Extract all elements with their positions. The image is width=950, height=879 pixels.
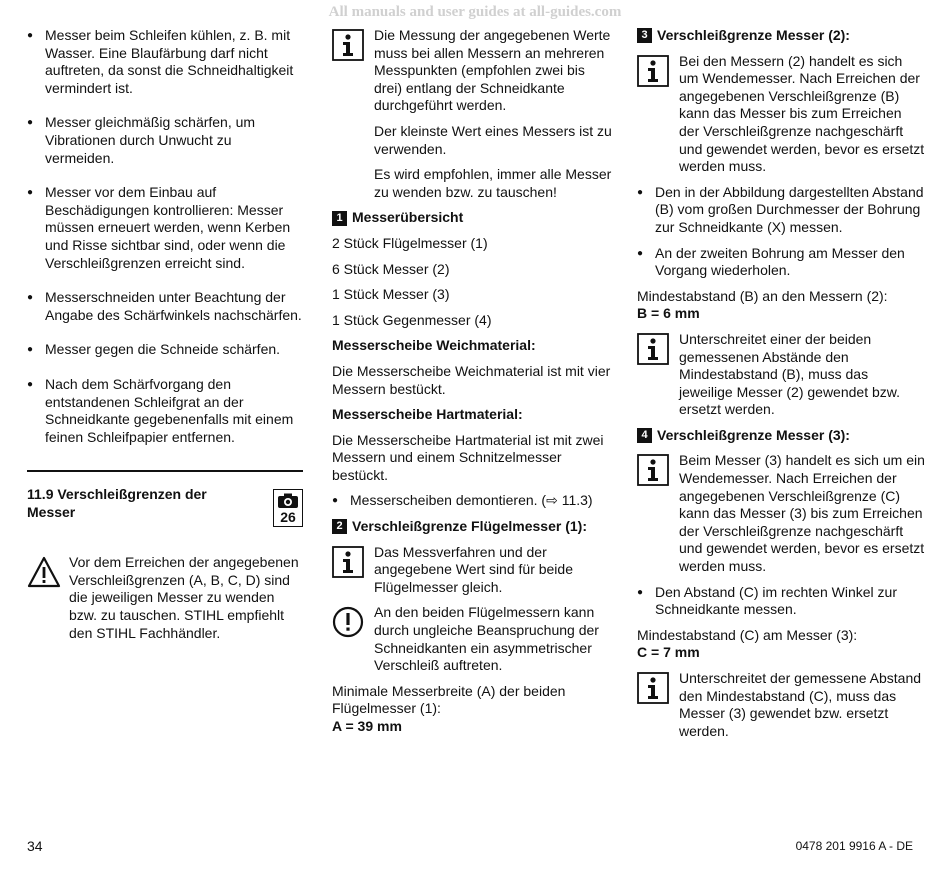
section-header (27, 486, 303, 546)
list-item: 6 Stück Messer (2) (332, 260, 450, 277)
figure-number: 26 (280, 509, 296, 526)
list-item: 2 Stück Flügelmesser (1) (332, 234, 488, 251)
info-note (637, 53, 925, 176)
list-item: ● Den Abstand (C) im rechten Winkel zur Schneidkante messen. (637, 584, 925, 619)
info-text: Es wird empfohlen, immer alle Messer zu wenden bzw. zu tauschen! (374, 166, 612, 200)
heading-text: Verschleißgrenze Messer (3): (657, 426, 850, 443)
list-item: ● Messer beim Schleifen kühlen, z. B. mit Wasser. Eine Blaufärbung darf nicht auftreten, da sonst die Schneidhaltigkeit vermindert ist. (27, 27, 303, 97)
document-id: 0478 201 9916 A - DE (795, 839, 913, 853)
list-item: ● Den in der Abbildung dargestellten Abstand (B) vom großen Durchmesser der Bohrung zur Schneidkante (X) messen. (637, 184, 925, 237)
warning-text: Vor dem Erreichen der angegebenen Verschleißgrenzen (A, B, C, D) sind die jeweiligen Messer zu wenden bzw. zu tauschen. STIHL empfiehlt den STIHL Fachhändler. (69, 554, 299, 641)
step-number-badge: 1 (332, 211, 347, 226)
warning-note (27, 554, 303, 642)
exclamation-circle-icon (332, 606, 364, 638)
info-icon (332, 546, 364, 578)
list-item: ● Messerscheiben demontieren. (⇨ 11.3) (332, 492, 614, 510)
info-text: Unterschreitet der gemessene Abstand den Mindestabstand (C), muss das Messer (3) gewendet bzw. ersetzt werden. (679, 670, 922, 739)
info-text: Bei den Messern (2) handelt es sich um Wendemesser. Nach Erreichen der angegebenen Verschleißgrenze (B) kann das Messer bis zum Erreichen der Verschleißgrenze nachgeschärft und gewendet werden, bevor es ersetzt werden muss. (679, 52, 925, 175)
column-middle (332, 27, 614, 744)
page-number: 34 (27, 838, 43, 854)
caution-text: An den beiden Flügelmessern kann durch ungleiche Beanspruchung der Schneidkanten ein asymmetrischer Verschleiß auftreten. (374, 604, 599, 674)
soft-material-text: Die Messerscheibe Weichmaterial ist mit vier Messern bestückt. (332, 362, 611, 397)
heading-knife2-limit (637, 27, 925, 45)
heading-text: Verschleißgrenze Flügelmesser (1): (352, 518, 587, 535)
info-note (637, 452, 925, 575)
figure-reference (273, 489, 303, 527)
info-icon (637, 454, 669, 486)
info-icon (637, 672, 669, 704)
list-item: ● Messer gegen die Schneide schärfen. (27, 341, 303, 359)
info-text: Das Messverfahren und der angegebene Wert sind für beide Flügelmesser gleich. (374, 543, 573, 595)
list-item: 1 Stück Messer (3) (332, 286, 450, 303)
caution-note (332, 604, 614, 674)
info-text: Unterschreitet einer der beiden gemessenen Abstände den Mindestabstand (B), muss das jeweilige Messer (2) gewendet bzw. ersetzt werden. (679, 330, 900, 418)
info-icon (332, 29, 364, 61)
list-item: ● Messerschneiden unter Beachtung der Angabe des Schärfwinkels nachschärfen. (27, 289, 303, 324)
warning-triangle-icon (27, 556, 61, 588)
knife-list (332, 235, 614, 329)
min-distance-c-text (637, 627, 925, 662)
min-width-value: A = 39 mm (332, 718, 402, 734)
step-number-badge: 4 (637, 428, 652, 443)
section-divider (27, 470, 303, 472)
info-note (332, 27, 614, 201)
info-icon (637, 333, 669, 365)
info-note (332, 544, 614, 597)
heading-wing-knife-limit (332, 518, 614, 536)
step-number-badge: 3 (637, 28, 652, 43)
info-note (637, 331, 925, 419)
heading-knife3-limit (637, 427, 925, 445)
info-note (637, 670, 925, 740)
list-item: ● Messer vor dem Einbau auf Beschädigungen kontrollieren: Messer müssen erneuert werden, wenn Kerben und Risse sichtbar sind, oder wenn die Verschleißgrenzen erreicht sind. (27, 184, 303, 272)
watermark: All manuals and user guides at all-guides.com (328, 4, 622, 20)
list-item: ● Nach dem Schärfvorgang den entstandenen Schleifgrat an der Schneidkante gegebenenfalls mit einem feinen Schleifpapier entfernen. (27, 376, 303, 446)
info-text: Der kleinste Wert eines Messers ist zu verwenden. (374, 122, 612, 157)
heading-text: Verschleißgrenze Messer (2): (657, 27, 850, 43)
angle-bullet (637, 584, 925, 619)
min-width-text (332, 683, 614, 736)
min-distance-b-value: B = 6 mm (637, 305, 700, 322)
heading-knife-overview (332, 209, 614, 227)
heading-text: Messerübersicht (352, 209, 464, 226)
column-left (27, 27, 303, 650)
info-icon (637, 55, 669, 87)
min-distance-b-label: Mindestabstand (B) an den Messern (2): (637, 287, 888, 304)
disassembly-bullet (332, 492, 614, 510)
info-text: Die Messung der angegebenen Werte muss bei allen Messern an mehreren Messpunkten (empfohlen zwei bis drei) entlang der Schneidkante durchgeführt werden. (374, 27, 611, 114)
heading-hard-material: Messerscheibe Hartmaterial: (332, 406, 523, 423)
camera-icon (277, 493, 299, 509)
column-right (637, 27, 925, 748)
info-text: Beim Messer (3) handelt es sich um ein Wendemesser. Nach Erreichen der angegebenen Verschleißgrenze (C) kann das Messer (3) bis zum Erreichen der Verschleißgrenze nachgeschärft und gewendet werden, bevor es ersetzt werden muss. (679, 452, 925, 575)
heading-soft-material: Messerscheibe Weichmaterial: (332, 337, 536, 354)
min-distance-b-text (637, 288, 925, 323)
list-item: 1 Stück Gegenmesser (4) (332, 311, 492, 328)
sharpening-bullet-list (27, 27, 303, 446)
list-item: ● Messer gleichmäßig schärfen, um Vibrationen durch Unwucht zu vermeiden. (27, 114, 303, 167)
measure-bullet-list (637, 184, 925, 280)
list-item: ● An der zweiten Bohrung am Messer den Vorgang wiederholen. (637, 245, 925, 280)
step-number-badge: 2 (332, 519, 347, 534)
section-title: 11.9 Verschleißgrenzen der Messer (27, 486, 207, 520)
hard-material-text: Die Messerscheibe Hartmaterial ist mit zwei Messern und einem Schnitzelmesser bestückt. (332, 431, 604, 483)
min-width-label: Minimale Messerbreite (A) der beiden Flügelmesser (1): (332, 682, 566, 717)
min-distance-c-value: C = 7 mm (637, 644, 700, 661)
min-distance-c-label: Mindestabstand (C) am Messer (3): (637, 626, 858, 643)
